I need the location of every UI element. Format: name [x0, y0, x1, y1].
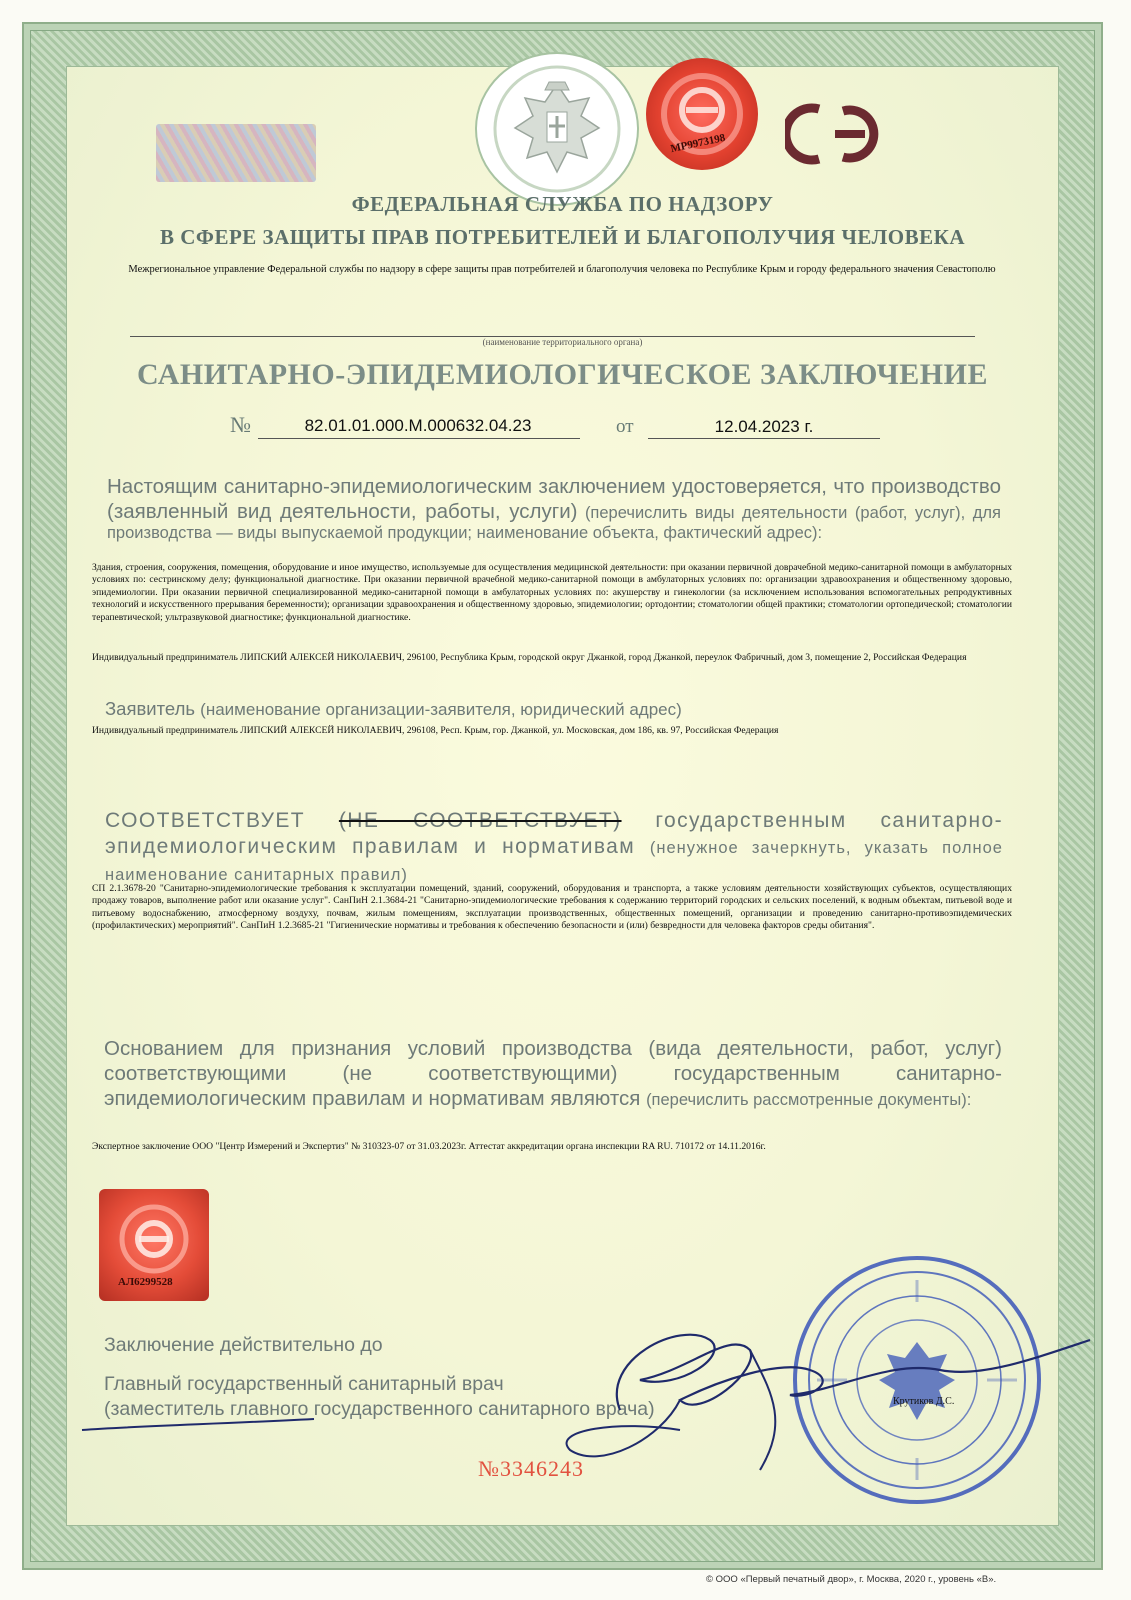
applicant-heading: [105, 698, 682, 720]
document-date: 12.04.2023 г.: [714, 417, 814, 436]
basis-heading: [104, 1036, 1002, 1113]
activity-description: Здания, строения, сооружения, помещения, оборудование и иное имущество, используемые для осуществления медицинской деятельности: при оказании первичной доврачебной медико-санитарной помощи в амбулаторных условиях по: сестринскому делу; функциональной диагностике. При оказании первичной врачебной медико-санитарной помощи в амбулаторных условиях по: организации здравоохранения и общественному здоровью, эпидемиологии. При оказании первичной специализированной медико-санитарной помощи в амбулаторных условиях по: акушерству и гинекологии (за исключением использования вспомогательных репродуктивных технологий и искусственного прерывания беременности); организации здравоохранения и общественному здоровью, эпидемиологии; ортодонтии; стоматологии общей практики; стоматологии ортопедической; стоматологии терапевтической; ультразвуковой диагностике; функциональной диагностике.: [92, 562, 1012, 623]
printer-imprint: © ООО «Первый печатный двор», г. Москва, 2020 г., уровень «В».: [706, 1574, 997, 1585]
signer-name: Крутиков Д.С.: [893, 1396, 955, 1407]
rospotrebnadzor-emblem: [475, 52, 639, 206]
applicant-details: Индивидуальный предприниматель ЛИПСКИЙ АЛЕКСЕЙ НИКОЛАЕВИЧ, 296108, Респ. Крым, гор. Джанкой, ул. Московская, дом 186, кв. 97, Российская Федерация: [92, 725, 779, 736]
conformity-rest: государственным санитарно-эпидемиологическим правилам и нормативам: [105, 809, 1003, 858]
eagle-emblem-icon: [477, 54, 637, 204]
date-underline: [648, 438, 880, 439]
conformity-mark: [785, 101, 889, 167]
activity-address: Индивидуальный предприниматель ЛИПСКИЙ АЛЕКСЕЙ НИКОЛАЕВИЧ, 296100, Республика Крым, городской округ Джанкой, город Джанкой, переулок Фабричный, дом 3, помещение 2, Российская Федерация: [92, 652, 967, 663]
date-label: от: [616, 416, 634, 437]
hologram-number: МР9973198: [669, 131, 727, 156]
document-number: 82.01.01.000.М.000632.04.23: [304, 416, 532, 435]
signature: [560, 1300, 1120, 1510]
activity-hint: (перечислить виды деятельности (работ, услуг), для производства — виды выпускаемой продукции; наименование объекта, фактический адрес):: [107, 504, 1001, 542]
form-serial-number: №3346243: [478, 1456, 584, 1481]
chief-doctor-title: Главный государственный санитарный врач: [104, 1373, 504, 1395]
conformity-statement: [105, 808, 1003, 888]
document-title: САНИТАРНО-ЭПИДЕМИОЛОГИЧЕСКОЕ ЗАКЛЮЧЕНИЕ: [137, 358, 988, 391]
sanitary-rules-list: СП 2.1.3678-20 "Санитарно-эпидемиологические требования к эксплуатации помещений, зданий, сооружений, оборудования и транспорта, а также условиям деятельности хозяйствующих субъектов, осуществляющих продажу товаров, выполнение работ или оказание услуг". СанПиН 2.1.3684-21 "Санитарно-эпидемиологические требования к содержанию территорий городских и сельских поселений, к водным объектам, питьевой воде и питьевому водоснабжению, атмосферному воздуху, почвам, жилым помещениям, эксплуатации производственных, общественных помещений, организации и проведению санитарно-противоэпидемических (профилактических) мероприятий". СанПиН 1.2.3685-21 "Гигиенические нормативы и требования к обеспечению безопасности и (или) безвредности для человека факторов среды обитания".: [92, 883, 1012, 932]
hologram-sticker-number: АЛ6299528: [118, 1276, 173, 1288]
conformity-hint: (ненужное зачеркнуть, указать полное наименование санитарных правил): [105, 839, 1003, 884]
ce-hologram-icon: [646, 58, 758, 170]
activity-lead: Настоящим санитарно-эпидемиологическим заключением удостоверяется, что производство (заявленный вид деятельности, работы, услуги): [107, 475, 1001, 523]
number-label: №: [230, 412, 251, 437]
agency-caption: (наименование территориального органа): [482, 337, 643, 347]
deputy-title: (заместитель главного государственного санитарного врача): [104, 1398, 655, 1420]
hologram-stripe: [156, 124, 316, 182]
activity-heading: [107, 474, 1001, 543]
service-title-line2: В СФЕРЕ ЗАЩИТЫ ПРАВ ПОТРЕБИТЕЛЕЙ И БЛАГОПОЛУЧИЯ ЧЕЛОВЕКА: [160, 225, 965, 249]
complies-word: СООТВЕТСТВУЕТ: [105, 809, 306, 832]
ce-mark-icon: [785, 101, 889, 167]
hologram-seal-top: [646, 58, 758, 170]
service-title-line1: ФЕДЕРАЛЬНАЯ СЛУЖБА ПО НАДЗОРУ: [351, 192, 774, 216]
territorial-body: Межрегиональное управление Федеральной службы по надзору в сфере защиты прав потребителей и благополучия человека по Республике Крым и городу федерального значения Севастополю: [128, 264, 996, 275]
applicant-label: Заявитель: [105, 698, 196, 719]
not-complies-struck: (НЕ СООТВЕТСТВУЕТ): [338, 809, 622, 832]
validity-label: Заключение действительно до: [104, 1334, 383, 1356]
number-underline: [258, 438, 580, 439]
applicant-hint: (наименование организации-заявителя, юридический адрес): [200, 700, 682, 719]
pen-stroke: [78, 1416, 318, 1436]
basis-hint: (перечислить рассмотренные документы):: [646, 1091, 972, 1109]
basis-documents: Экспертное заключение ООО "Центр Измерений и Экспертиз" № 310323-07 от 31.03.2023г. Аттестат аккредитации органа инспекции RA RU. 710172 от 14.11.2016г.: [92, 1141, 766, 1152]
basis-lead: Основанием для признания условий производства (вида деятельности, работ, услуг) соответствующими (не соответствующими) государственным санитарно-эпидемиологическим правилам и нормативам являются: [104, 1037, 1002, 1110]
